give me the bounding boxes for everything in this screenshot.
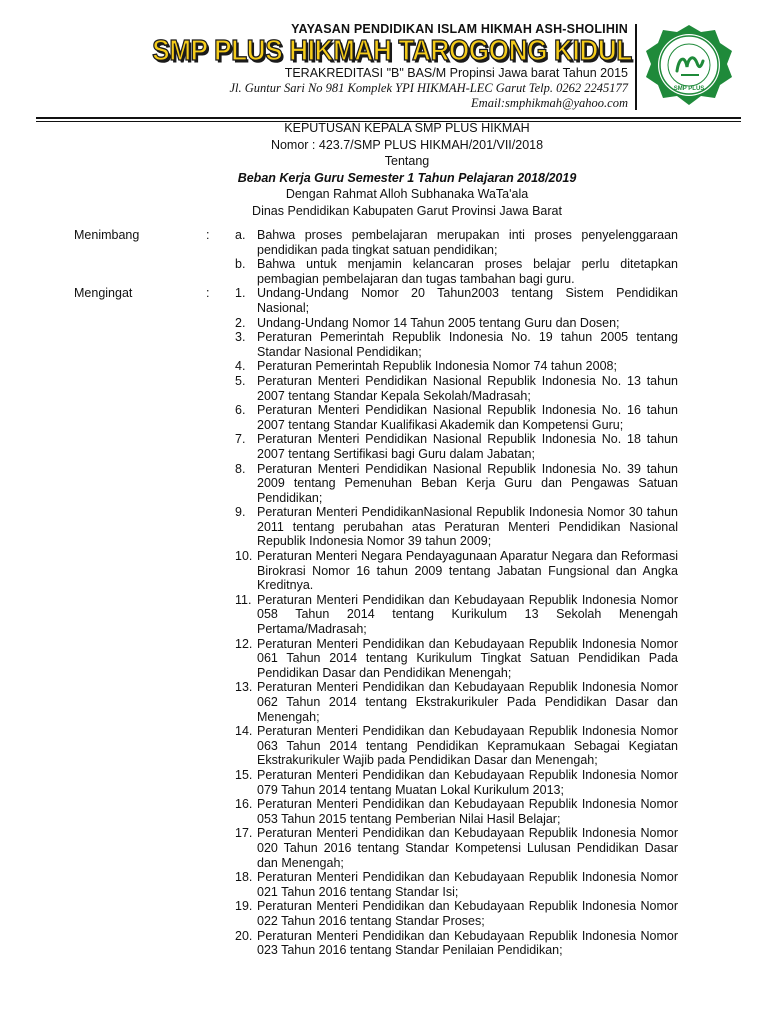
list-item	[235, 593, 678, 637]
list-item	[235, 870, 678, 899]
list-item-number: 4.	[235, 359, 246, 374]
list-item	[235, 374, 678, 403]
list-item-number: 9.	[235, 505, 246, 520]
menimbang-label: Menimbang	[74, 228, 140, 242]
list-item	[235, 403, 678, 432]
foundation-name: YAYASAN PENDIDIKAN ISLAM HIKMAH ASH-SHOLIHIN	[291, 22, 628, 36]
list-item	[235, 826, 678, 870]
list-item-number: 6.	[235, 403, 246, 418]
address-line: Jl. Guntur Sari No 981 Komplek YPI HIKMAH-LEC Garut Telp. 0262 2245177	[229, 81, 628, 95]
decree-body	[0, 228, 768, 958]
list-item	[235, 680, 678, 724]
header-rule-thick	[36, 117, 741, 119]
list-item-text: Peraturan Pemerintah Republik Indonesia Nomor 74 tahun 2008;	[257, 359, 617, 374]
list-item-number: 10.	[235, 549, 253, 564]
letterhead	[0, 0, 768, 118]
decree-title	[0, 120, 768, 219]
list-item-text: Undang-Undang Nomor 20 Tahun2003 tentang Sistem Pendidikan Nasional;	[257, 286, 678, 315]
list-item	[235, 929, 678, 958]
list-item-number: 12.	[235, 636, 253, 651]
letterhead-text	[32, 22, 632, 111]
list-item-text: Peraturan Menteri Pendidikan dan Kebudayaan Republik Indonesia Nomor 079 Tahun 2014 tentang Muatan Lokal Kurikulum 2013;	[257, 767, 678, 797]
list-item-number: 14.	[235, 724, 253, 739]
list-item	[235, 637, 678, 681]
title-line-3: Tentang	[384, 154, 430, 168]
list-item	[235, 257, 678, 286]
list-item-number: 15.	[235, 767, 253, 782]
mengingat-section	[0, 286, 768, 957]
list-item-number: 16.	[235, 797, 253, 812]
list-item-text: Peraturan Menteri Pendidikan dan Kebudayaan Republik Indonesia Nomor 062 Tahun 2014 tentang Ekstrakurikuler Pada Pendidikan Dasar dan Menengah;	[257, 680, 678, 724]
list-item-text: Peraturan Menteri Pendidikan Nasional Republik Indonesia No. 39 tahun 2009 tentang Pemenuhan Beban Kerja Guru dan Pengawas Satuan Pendidikan;	[257, 461, 678, 505]
list-item-number: a.	[235, 228, 246, 242]
list-item	[235, 505, 678, 549]
list-item-number: 18.	[235, 870, 253, 885]
list-item	[235, 286, 678, 315]
list-item	[235, 432, 678, 461]
list-item-number: 5.	[235, 373, 246, 388]
list-item	[235, 899, 678, 928]
accreditation-line: TERAKREDITASI "B" BAS/M Propinsi Jawa barat Tahun 2015	[284, 66, 628, 80]
menimbang-colon: :	[206, 228, 210, 242]
list-item	[235, 359, 678, 374]
school-logo	[641, 23, 737, 111]
list-item	[235, 768, 678, 797]
list-item-text: Peraturan Menteri PendidikanNasional Republik Indonesia Nomor 30 tahun 2011 tentang perubahan atas Peraturan Menteri Pendidikan Nasional Republik Indonesia Nomor 39 tahun 2009;	[257, 505, 678, 549]
list-item	[235, 316, 678, 331]
list-item-text: Peraturan Menteri Pendidikan Nasional Republik Indonesia No. 16 tahun 2007 tentang Standar Kualifikasi Akademik dan Kompetensi Guru;	[257, 403, 678, 432]
menimbang-list	[235, 228, 678, 286]
list-item-text: Peraturan Menteri Pendidikan dan Kebudayaan Republik Indonesia Nomor 063 Tahun 2014 tentang Pendidikan Kepramukaan Sebagai Kegiatan Ekstrakurikuler Wajib pada Pendidikan Dasar dan Menengah;	[257, 724, 678, 768]
list-item-number: 2.	[235, 315, 246, 330]
title-line-5: Dengan Rahmat Alloh Subhanaka WaTa'ala	[285, 187, 529, 201]
email-line: Email:smphikmah@yahoo.com	[471, 96, 628, 110]
list-item	[235, 724, 678, 768]
title-line-2: Nomor : 423.7/SMP PLUS HIKMAH/201/VII/2018	[270, 137, 544, 152]
list-item-text: Bahwa proses pembelajaran merupakan inti proses penyelenggaraan pendidikan pada tingkat satuan pendidikan;	[257, 228, 678, 257]
title-line-4: Beban Kerja Guru Semester 1 Tahun Pelajaran 2018/2019	[237, 170, 577, 185]
list-item-number: 1.	[235, 286, 246, 301]
mengingat-list	[235, 286, 678, 957]
menimbang-section	[0, 228, 768, 286]
list-item	[235, 462, 678, 506]
school-name: SMP PLUS HIKMAH TAROGONG KIDUL	[152, 33, 632, 67]
list-item-text: Peraturan Menteri Pendidikan dan Kebudayaan Republik Indonesia Nomor 022 Tahun 2016 tentang Standar Proses;	[257, 899, 678, 928]
mengingat-label: Mengingat	[74, 286, 133, 301]
list-item-number: 8.	[235, 461, 246, 476]
list-item-number: 20.	[235, 928, 253, 943]
list-item-text: Bahwa untuk menjamin kelancaran proses belajar perlu ditetapkan pembagian pembelajaran dan tugas tambahan bagi guru.	[257, 257, 678, 286]
title-line-6: Dinas Pendidikan Kabupaten Garut Provinsi Jawa Barat	[252, 203, 562, 218]
list-item	[235, 228, 678, 257]
mengingat-colon: :	[206, 286, 210, 301]
list-item-number: b.	[235, 257, 246, 272]
list-item-text: Peraturan Menteri Pendidikan dan Kebudayaan Republik Indonesia Nomor 020 Tahun 2016 tentang Standar Kompetensi Lulusan Pendidikan Dasar dan Menengah;	[257, 826, 678, 870]
list-item-text: Peraturan Menteri Pendidikan dan Kebudayaan Republik Indonesia Nomor 053 Tahun 2015 tentang Pemberian Nilai Hasil Belajar;	[257, 797, 678, 826]
list-item-number: 7.	[235, 432, 246, 447]
list-item-text: Peraturan Menteri Pendidikan dan Kebudayaan Republik Indonesia Nomor 021 Tahun 2016 tentang Standar Isi;	[257, 870, 678, 899]
list-item-number: 19.	[235, 899, 253, 914]
list-item	[235, 330, 678, 359]
list-item-number: 13.	[235, 680, 253, 695]
list-item	[235, 797, 678, 826]
list-item-text: Peraturan Pemerintah Republik Indonesia No. 19 tahun 2005 tentang Standar Nasional Pendidikan;	[257, 330, 678, 359]
list-item-text: Peraturan Menteri Pendidikan Nasional Republik Indonesia No. 13 tahun 2007 tentang Standar Kepala Sekolah/Madrasah;	[257, 373, 678, 403]
header-divider	[635, 24, 637, 110]
list-item-text: Peraturan Menteri Pendidikan dan Kebudayaan Republik Indonesia Nomor 061 Tahun 2014 tentang Kurikulum Tingkat Satuan Pendidikan Pada Pendidikan Dasar dan Pendidikan Menengah;	[257, 636, 678, 680]
title-line-1: KEPUTUSAN KEPALA SMP PLUS HIKMAH	[284, 121, 530, 135]
logo-caption: SMP PLUS	[673, 86, 705, 92]
list-item-text: Undang-Undang Nomor 14 Tahun 2005 tentang Guru dan Dosen;	[257, 315, 620, 330]
list-item-number: 11.	[235, 592, 252, 607]
list-item-text: Peraturan Menteri Pendidikan Nasional Republik Indonesia No. 18 tahun 2007 tentang Sertifikasi bagi Guru dalam Jabatan;	[257, 432, 678, 461]
list-item-text: Peraturan Menteri Pendidikan dan Kebudayaan Republik Indonesia Nomor 023 Tahun 2016 tentang Standar Penilaian Pendidikan;	[257, 928, 678, 958]
list-item-text: Peraturan Menteri Negara Pendayagunaan Aparatur Negara dan Reformasi Birokrasi Nomor 16 tahun 2009 tentang Jabatan Fungsional dan Angka Kreditnya.	[257, 549, 678, 593]
list-item-number: 17.	[235, 826, 253, 841]
list-item-number: 3.	[235, 330, 246, 345]
list-item-text: Peraturan Menteri Pendidikan dan Kebudayaan Republik Indonesia Nomor 058 Tahun 2014 tentang Kurikulum 13 Sekolah Menengah Pertama/Madrasah;	[257, 592, 678, 637]
list-item	[235, 549, 678, 593]
